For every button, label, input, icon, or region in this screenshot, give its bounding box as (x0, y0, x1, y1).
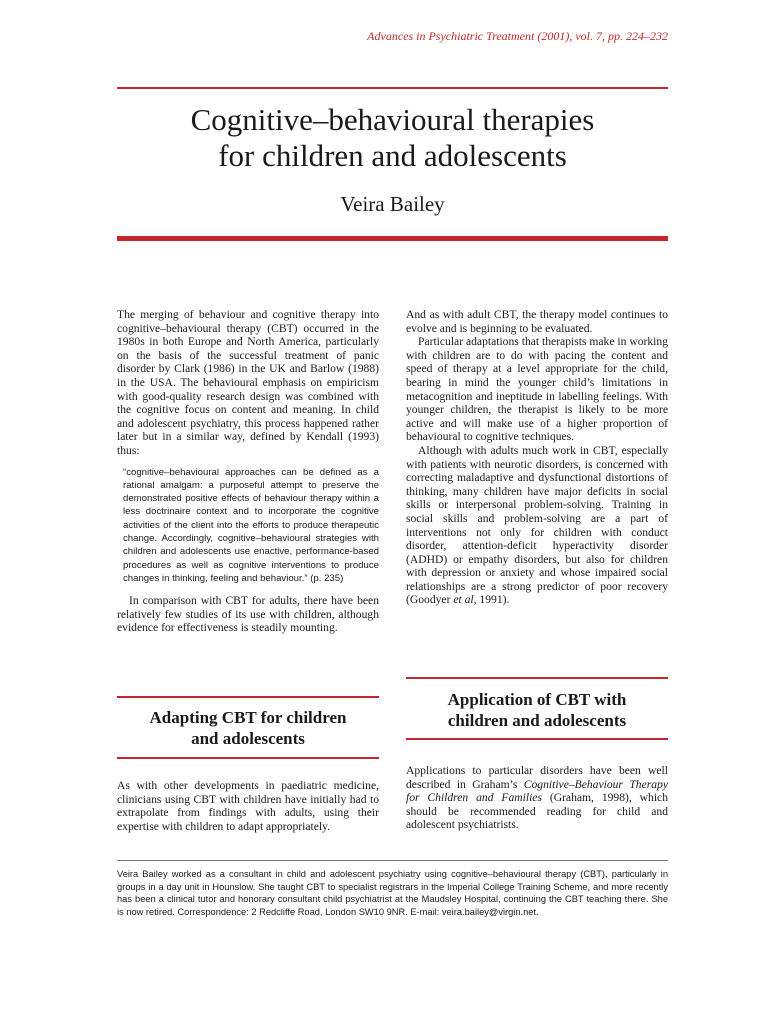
right-column (406, 308, 668, 607)
section1-heading-line-2: and adolescents (191, 729, 305, 748)
title-top-rule (117, 87, 668, 89)
title-line-1: Cognitive–behavioural therapies (190, 102, 595, 137)
social-skills-citation-end: , 1991). (473, 593, 510, 607)
et-al-text: et al (453, 593, 474, 607)
section2-heading-line-1: Application of CBT with (447, 690, 627, 709)
section1-top-rule (117, 696, 379, 698)
section2-top-rule (406, 677, 668, 679)
section2-heading (406, 689, 668, 731)
section2-bottom-rule (406, 738, 668, 740)
section1-heading (117, 707, 379, 749)
section2-heading-line-2: children and adolescents (447, 711, 627, 730)
bio-rule (117, 860, 668, 861)
title-line-2: for children and adolescents (218, 138, 567, 173)
section2-text-start: Applications to particular disorders have been well described in Graham’s (406, 764, 668, 791)
section1-paragraph: As with other developments in paediatric medicine, clinicians using CBT with children have initially had to extrapolate from findings with adults, using their expertise with children to adapt appropriately. (117, 779, 379, 833)
social-skills-text: Although with adults much work in CBT, especially with patients with neurotic disorders, is concerned with correcting maladaptive and dysfunctional distortions of thinking, many children have major deficits in social skills or interpersonal problem-solving. Training in social skills and problem-solving are a part of interventions not only for children with conduct disorder, attention-deficit hyperactivity disorder (ADHD) or empathy disorders, but also for children with depression or anxiety and whose impaired social relationships are a strong predictor of poor recovery (Goodyer (406, 443, 668, 607)
section2-text-end: (Graham, 1998), which should be recommended reading for child and adolescent psychiatrists. (406, 791, 668, 832)
comparison-paragraph: In comparison with CBT for adults, there have been relatively few studies of its use with children, although evidence for effectiveness is steadily mounting. (117, 594, 379, 635)
article-author: Veira Bailey (340, 192, 445, 216)
book-title: Cognitive–Behaviour Therapy for Children and Families (406, 777, 668, 805)
author-bio: Veira Bailey worked as a consultant in child and adolescent psychiatry using cognitive–behavioural therapy (CBT), particularly in groups in a day unit in Hounslow. She taught CBT to specialist registrars in the Imperial College Training Scheme, and more recently has been a clinical tutor and honorary consultant child psychiatrist at the Maudsley Hospital, continuing the CBT teaching there. She is now retired. Correspondence: 2 Redcliffe Road, London SW10 9NR. E-mail: veira.bailey@virgin.net. (117, 869, 668, 917)
kendall-quote: “cognitive–behavioural approaches can be defined as a rational amalgam: a purposeful attempt to preserve the demonstrated positive effects of behaviour therapy within a less doctrinaire context and to incorporate the cognitive activities of the client into the efforts to produce therapeutic change. Accordingly, cognitive–behavioural strategies with children and adolescents use enactive, performance-based procedures as well as cognitive interventions to produce changes in thinking, feeling and behaviour.” (p. 235) (123, 466, 379, 584)
section1-heading-line-1: Adapting CBT for children (149, 708, 347, 727)
intro-paragraph: The merging of behaviour and cognitive therapy into cognitive–behavioural therapy (CBT) occurred in the 1980s in both Europe and North America, particularly on the basis of the successful treatment of panic disorder by Clark (1986) in the UK and Barlow (1988) in the USA. The behavioural emphasis on empiricism with good-quality research design was combined with the cognitive focus on content and meaning. In child and adolescent psychiatry, this process happened rather later but in a similar way, defined by Kendall (1993) thus: (117, 308, 379, 457)
article-title (117, 102, 668, 174)
section2-paragraph (406, 764, 668, 832)
journal-reference: Advances in Psychiatric Treatment (2001), vol. 7, pp. 224–232 (367, 29, 668, 43)
adaptations-paragraph: Particular adaptations that therapists make in working with children are to do with pacing the content and speed of therapy at a level appropriate for the child, bearing in mind the younger child’s limitations in metacognition and ineptitude in labelling feelings. With younger children, the therapist is likely to be more active and will make use of a higher proportion of behavioural to cognitive techniques. (406, 335, 668, 444)
evolve-paragraph: And as with adult CBT, the therapy model continues to evolve and is beginning to be evaluated. (406, 308, 668, 335)
social-skills-paragraph (406, 444, 668, 607)
section1-bottom-rule (117, 757, 379, 759)
left-column (117, 308, 379, 635)
title-bottom-rule (117, 236, 668, 241)
section2-body (406, 764, 668, 832)
section1-body (117, 779, 379, 833)
